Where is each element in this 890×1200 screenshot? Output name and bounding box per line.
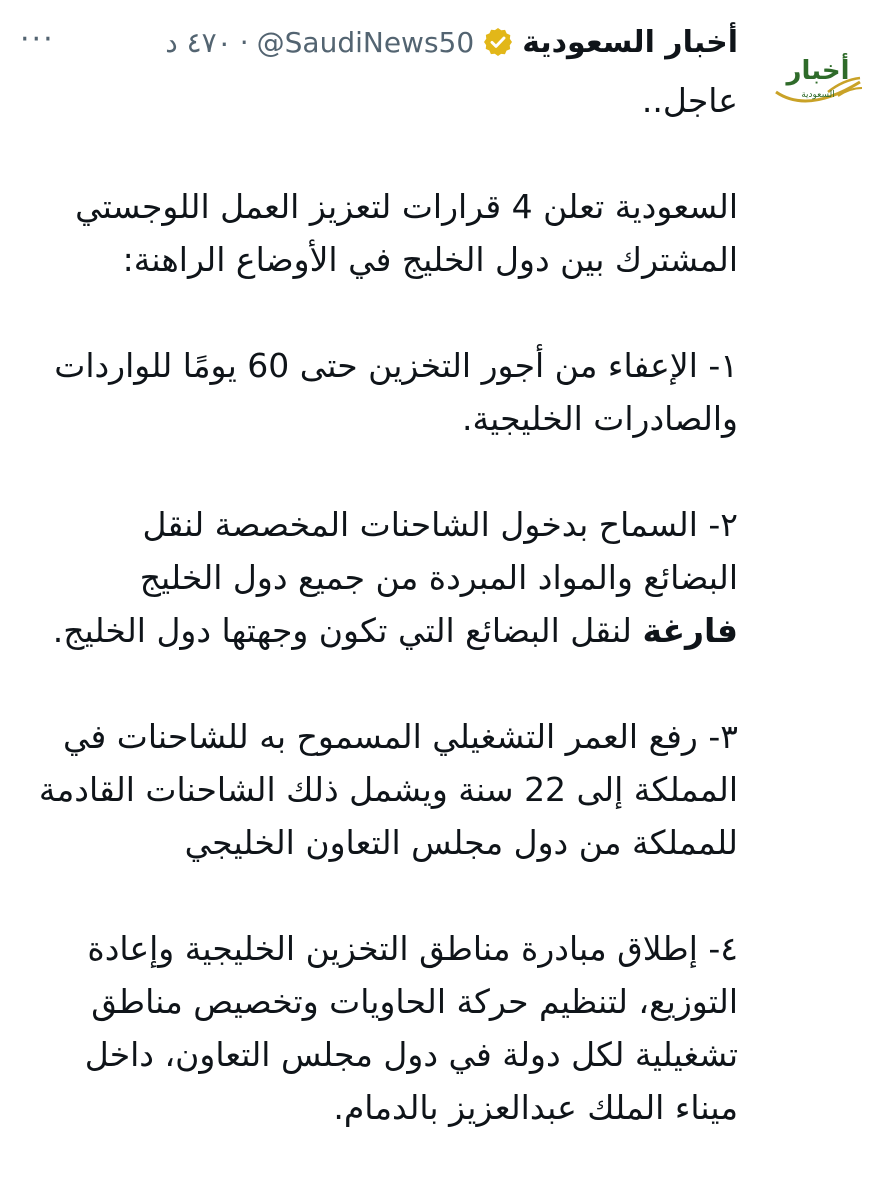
tweet-text bbox=[38, 74, 738, 1187]
verified-badge-icon[interactable] bbox=[482, 26, 514, 58]
more-options-icon[interactable]: ··· bbox=[20, 22, 55, 57]
decision-item-2-start: ٢- السماح بدخول الشاحنات المخصصة لنقل البضائع والمواد المبردة من جميع دول الخليج bbox=[139, 505, 738, 597]
display-name[interactable]: أخبار السعودية bbox=[522, 24, 738, 60]
decision-item-2-emphasis: فارغة bbox=[642, 611, 738, 650]
separator-dot: · bbox=[239, 25, 249, 59]
logo-text: أخبار bbox=[786, 56, 850, 86]
timestamp[interactable]: ٤٧٠ د bbox=[165, 25, 232, 59]
avatar[interactable] bbox=[768, 52, 868, 118]
decision-item-2-end: لنقل البضائع التي تكون وجهتها دول الخليج. bbox=[52, 611, 643, 650]
user-handle[interactable]: @SaudiNews50 bbox=[256, 25, 475, 59]
decision-item-3: ٣- رفع العمر التشغيلي المسموح به للشاحنات في المملكة إلى 22 سنة ويشمل ذلك الشاحنات القادمة للمملكة من دول مجلس التعاون الخليجي bbox=[38, 717, 738, 862]
tweet-headline: عاجل.. bbox=[641, 81, 738, 120]
decision-item-4: ٤- إطلاق مبادرة مناطق التخزين الخليجية وإعادة التوزيع، لتنظيم حركة الحاويات وتخصيص مناطق تشغيلية لكل دولة في دول مجلس التعاون، داخل ميناء الملك عبدالعزيز بالدمام. bbox=[84, 929, 738, 1127]
logo-subtext: السعودية bbox=[801, 90, 835, 100]
decision-item-2 bbox=[38, 498, 738, 657]
tweet-intro: السعودية تعلن 4 قرارات لتعزيز العمل اللوجستي المشترك بين دول الخليج في الأوضاع الراهنة: bbox=[75, 187, 738, 279]
tweet-header bbox=[12, 20, 738, 64]
decision-item-1: ١- الإعفاء من أجور التخزين حتى 60 يومًا للواردات والصادرات الخليجية. bbox=[54, 346, 738, 438]
